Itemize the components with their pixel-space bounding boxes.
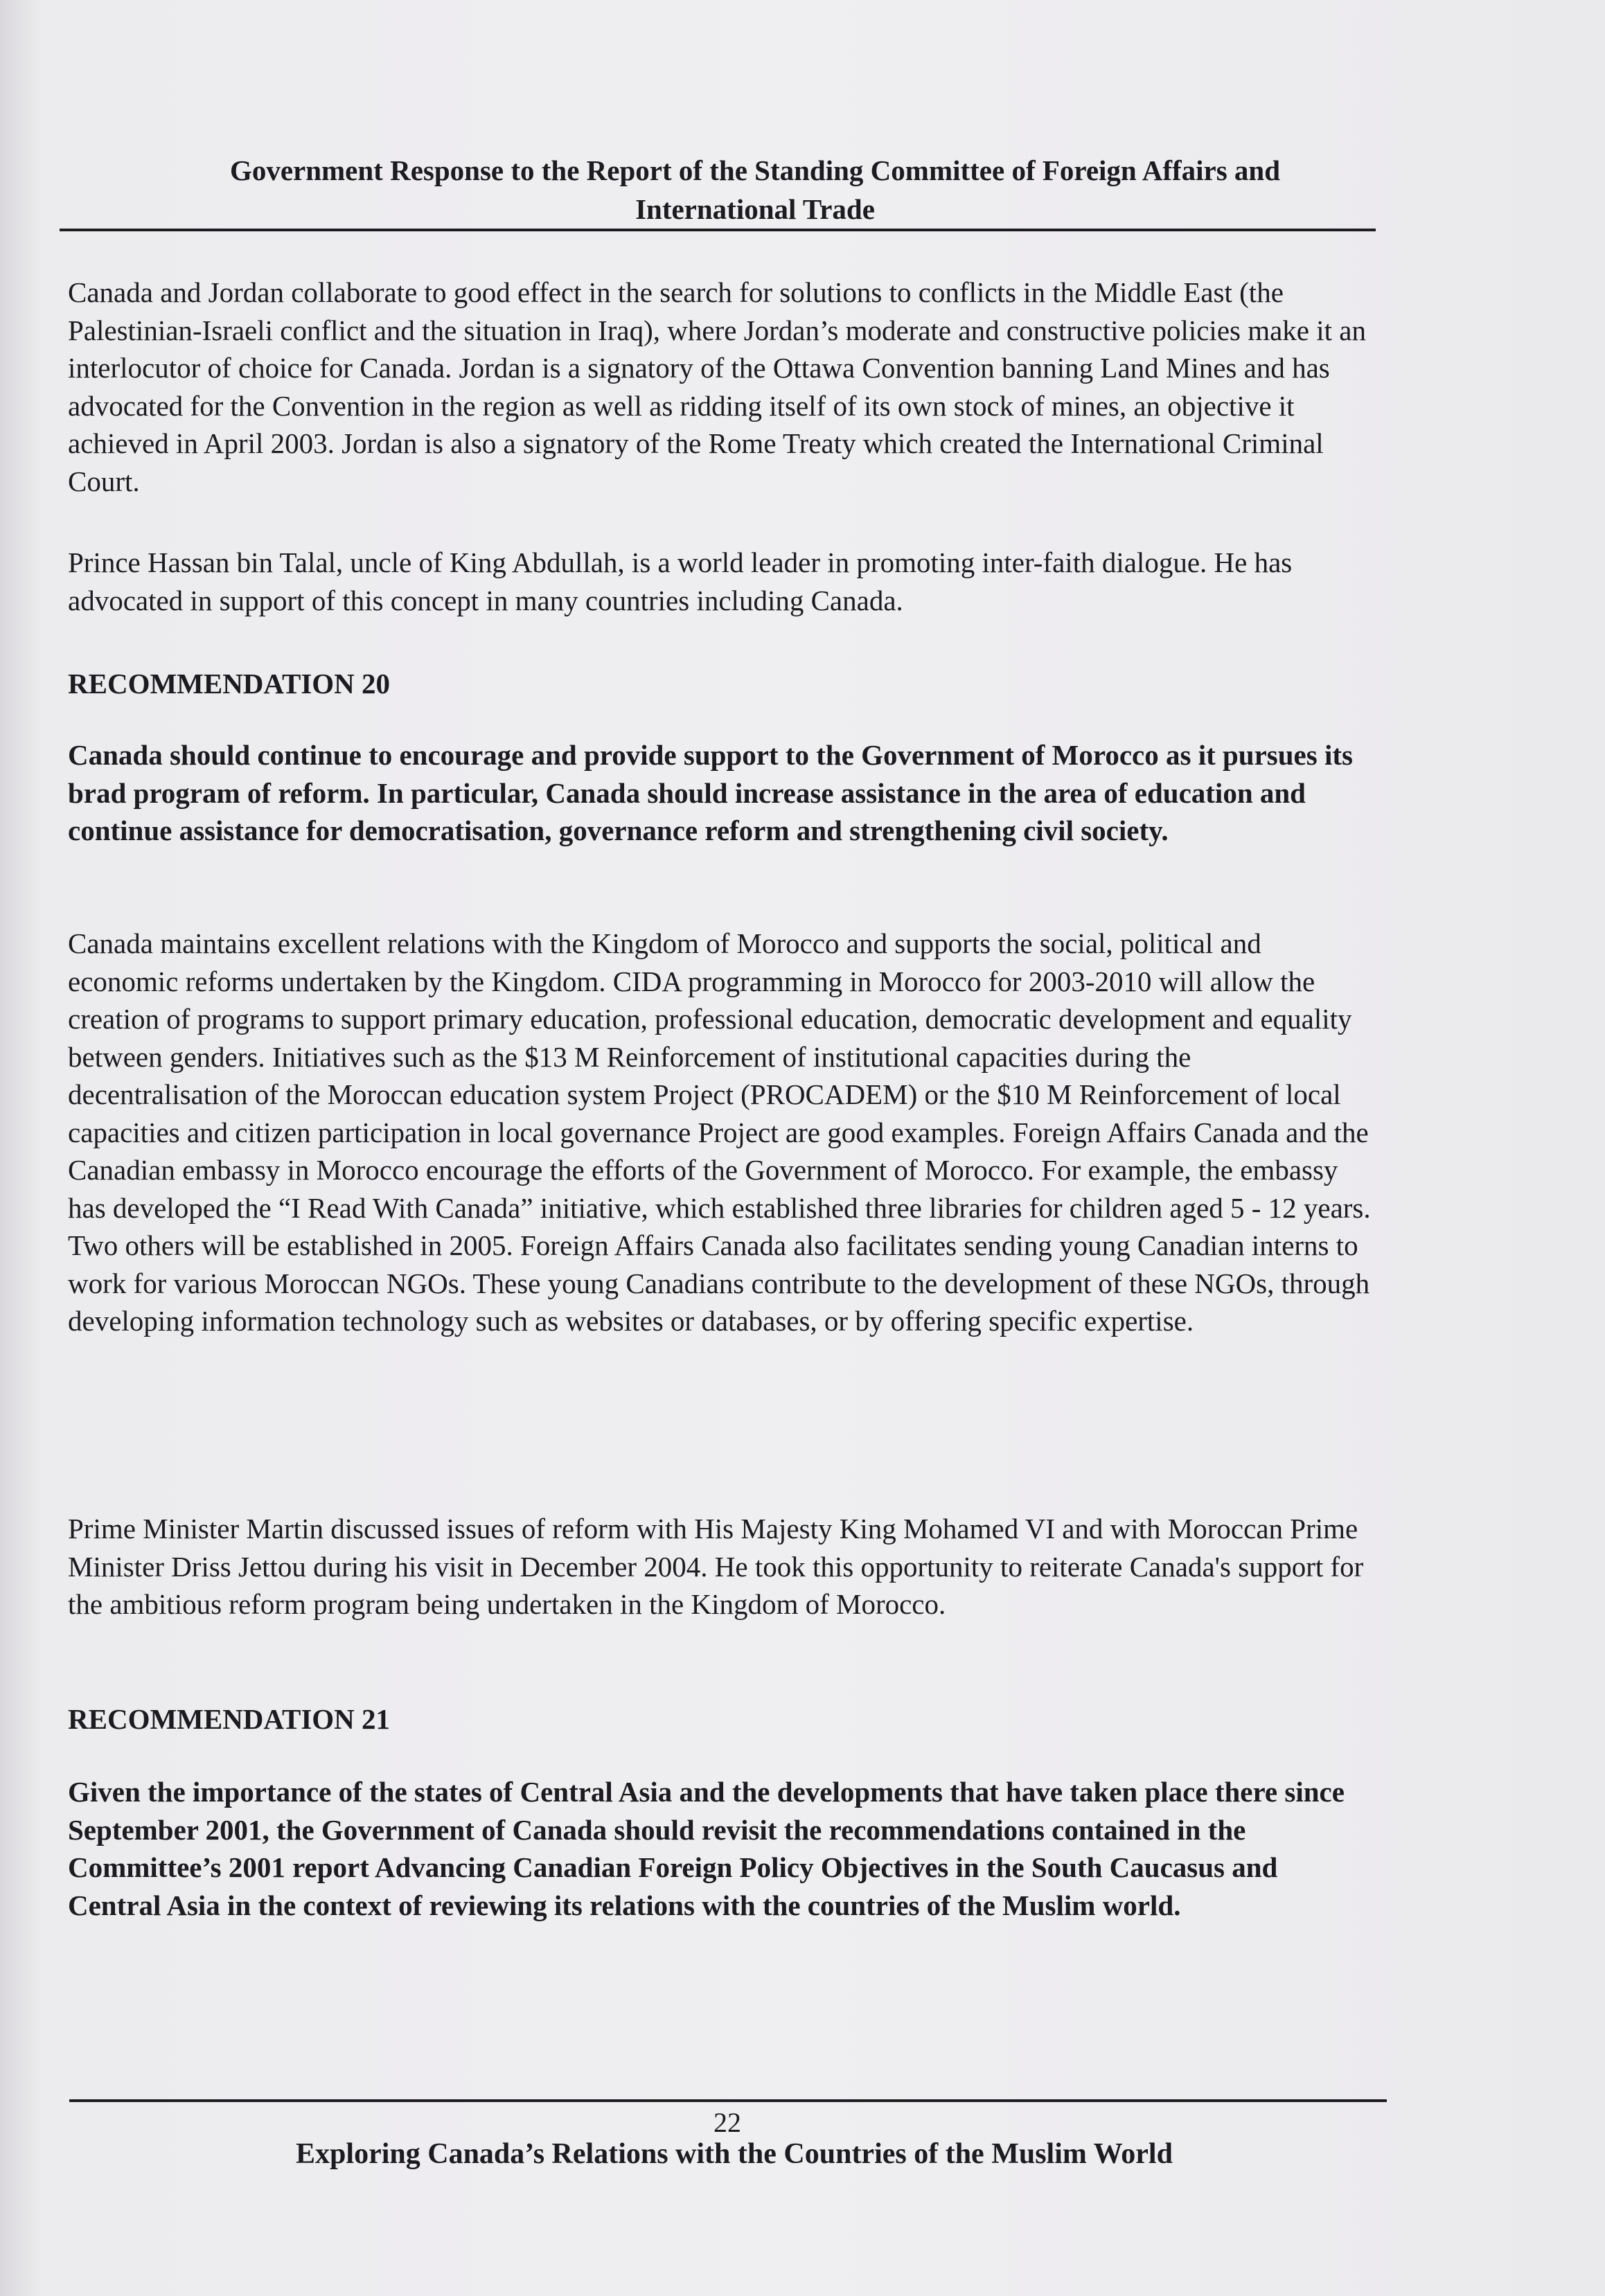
recommendation-20-block	[68, 736, 1377, 850]
running-footer: Exploring Canada’s Relations with the Countries of the Muslim World	[296, 2138, 1173, 2170]
body-paragraph: Canada maintains excellent relations with the Kingdom of Morocco and supports the social, political and economic reforms undertaken by the Kingdom. CIDA programming in Morocco for 2003-2010 will allow the creation of programs to support primary education, professional education, democratic development and equality between genders. Initiatives such as the $13 M Reinforcement of institutional capacities during the decentralisation of the Moroccan education system Project (PROCADEM) or the $10 M Reinforcement of local capacities and citizen participation in local governance Project are good examples. Foreign Affairs Canada and the Canadian embassy in Morocco encourage the efforts of the Government of Morocco. For example, the embassy has developed the “I Read With Canada” initiative, which established three libraries for children aged 5 - 12 years. Two others will be established in 2005. Foreign Affairs Canada also facilitates sending young Canadian interns to work for various Moroccan NGOs. These young Canadians contribute to the development of these NGOs, through developing information technology such as websites or databases, or by offering specific expertise.	[68, 927, 1371, 1337]
recommendation-21-heading-block	[68, 1700, 1377, 1738]
header-rule	[60, 229, 1376, 231]
footer-rule	[69, 2099, 1387, 2102]
paragraph-prince-hassan	[68, 544, 1377, 619]
paragraph-prime-minister	[68, 1510, 1377, 1623]
recommendation-21-text: Given the importance of the states of Central Asia and the developments that have taken place there since September 2001, the Government of Canada should revisit the recommendations contained in the Committee’s 2001 report Advancing Canadian Foreign Policy Objectives in the South Caucasus and Central Asia in the context of reviewing its relations with the countries of the Muslim world.	[68, 1776, 1345, 1921]
body-paragraph: Canada and Jordan collaborate to good effect in the search for solutions to conflicts in the Middle East (the Palestinian-Israeli conflict and the situation in Iraq), where Jordan’s moderate and constructive policies make it an interlocutor of choice for Canada. Jordan is a signatory of the Ottawa Convention banning Land Mines and has advocated for the Convention in the region as well as ridding itself of its own stock of mines, an objective it achieved in April 2003. Jordan is also a signatory of the Rome Treaty which created the International Criminal Court.	[68, 276, 1366, 497]
recommendation-21-heading: RECOMMENDATION 21	[68, 1703, 391, 1735]
recommendation-20-text: Canada should continue to encourage and provide support to the Government of Morocco as it pursues its brad program of reform. In particular, Canada should increase assistance in the area of education and continue assistance for democratisation, governance reform and strengthening civil society.	[68, 739, 1353, 846]
header-line-1: Government Response to the Report of the Standing Committee of Foreign Affairs and	[229, 154, 1281, 186]
recommendation-20-heading: RECOMMENDATION 20	[68, 668, 391, 700]
paragraph-morocco-relations	[68, 925, 1377, 1340]
running-header	[62, 151, 1448, 229]
page-number: 22	[713, 2107, 741, 2138]
recommendation-21-block	[68, 1773, 1377, 1924]
recommendation-20-heading-block	[68, 665, 1377, 703]
paragraph-jordan	[68, 274, 1377, 500]
header-line-2: International Trade	[635, 193, 875, 225]
body-paragraph: Prime Minister Martin discussed issues of reform with His Majesty King Mohamed VI and with Moroccan Prime Minister Driss Jettou during his visit in December 2004. He took this opportunity to reiterate Canada's support for the ambitious reform program being undertaken in the Kingdom of Morocco.	[68, 1513, 1364, 1620]
body-paragraph: Prince Hassan bin Talal, uncle of King Abdullah, is a world leader in promoting inter-faith dialogue. He has advocated in support of this concept in many countries including Canada.	[68, 546, 1293, 616]
